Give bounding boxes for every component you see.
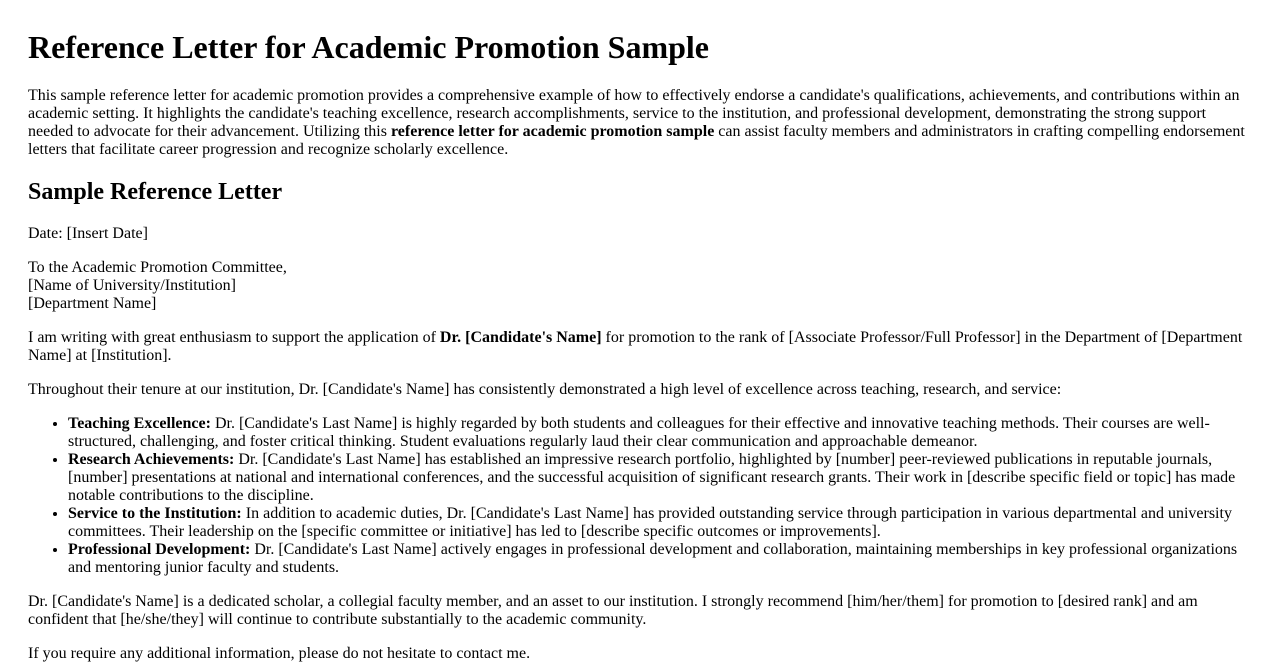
address-line-committee: To the Academic Promotion Committee, — [28, 259, 287, 276]
list-item-label: Professional Development: — [68, 541, 251, 558]
list-item-text: Dr. [Candidate's Last Name] is highly regarded by both students and colleagues for their effective and innovative teaching methods. Their courses are well-structured, challenging, and foster critical thinking. Student evaluations regularly laud their clear communication and approachable demeanor. — [68, 415, 1210, 450]
letter-closing-paragraph: If you require any additional information, please do not hesitate to contact me. — [28, 645, 531, 662]
list-item-label: Service to the Institution: — [68, 505, 242, 522]
letter-opening-paragraph — [28, 329, 1250, 365]
list-item-text: Dr. [Candidate's Last Name] actively engages in professional development and collaboration, maintaining memberships in key professional organizations and mentoring junior faculty and students. — [68, 541, 1238, 576]
intro-text-before: This sample reference letter for academic promotion provides a comprehensive example of how to effectively endorse a candidate's qualifications, achievements, and contributions within an academic setting. It highlights the candidate's teaching excellence, research accomplishments, service to the institution, and professional development, demonstrating the strong support needed to advocate for their advancement. Utilizing this — [28, 87, 1240, 140]
intro-text-after: can assist faculty members and administrators in crafting compelling endorsement letters that facilitate career progression and recognize scholarly excellence. — [28, 123, 1245, 158]
list-item-label: Teaching Excellence: — [68, 415, 211, 432]
opening-text-after: for promotion to the rank of [Associate Professor/Full Professor] in the Department of [Department Name] at [Institution]. — [28, 329, 1243, 364]
candidate-name-bold: Dr. [Candidate's Name] — [439, 329, 602, 346]
document-page — [28, 0, 1250, 663]
list-item-teaching — [68, 415, 1250, 451]
address-line-department: [Department Name] — [28, 295, 157, 312]
intro-paragraph — [28, 87, 1250, 159]
letter-tenure-paragraph: Throughout their tenure at our institution, Dr. [Candidate's Name] has consistently demonstrated a high level of excellence across teaching, research, and service: — [28, 381, 1062, 398]
qualifications-list — [28, 415, 1250, 577]
list-item-professional-development — [68, 541, 1250, 577]
opening-text-before: I am writing with great enthusiasm to support the application of — [28, 329, 440, 346]
intro-keyword-bold: reference letter for academic promotion sample — [390, 123, 715, 140]
list-item-service — [68, 505, 1250, 541]
section-heading: Sample Reference Letter — [28, 179, 283, 205]
letter-date: Date: [Insert Date] — [28, 225, 148, 242]
address-line-institution: [Name of University/Institution] — [28, 277, 236, 294]
list-item-research — [68, 451, 1250, 505]
list-item-text: Dr. [Candidate's Last Name] has established an impressive research portfolio, highlighted by [number] peer-reviewed publications in reputable journals, [number] presentations at national and international conferences, and the successful acquisition of significant research grants. Their work in [describe specific field or topic] has made notable contributions to the discipline. — [68, 451, 1236, 504]
list-item-label: Research Achievements: — [68, 451, 235, 468]
letter-address — [28, 259, 1250, 313]
list-item-text: In addition to academic duties, Dr. [Candidate's Last Name] has provided outstanding service through participation in various departmental and university committees. Their leadership on the [specific committee or initiative] has led to [describe specific outcomes or improvements]. — [68, 505, 1232, 540]
letter-recommendation-paragraph: Dr. [Candidate's Name] is a dedicated scholar, a collegial faculty member, and an asset to our institution. I strongly recommend [him/her/them] for promotion to [desired rank] and am confident that [he/she/they] will continue to contribute substantially to the academic community. — [28, 593, 1198, 628]
page-title: Reference Letter for Academic Promotion Sample — [28, 29, 709, 65]
